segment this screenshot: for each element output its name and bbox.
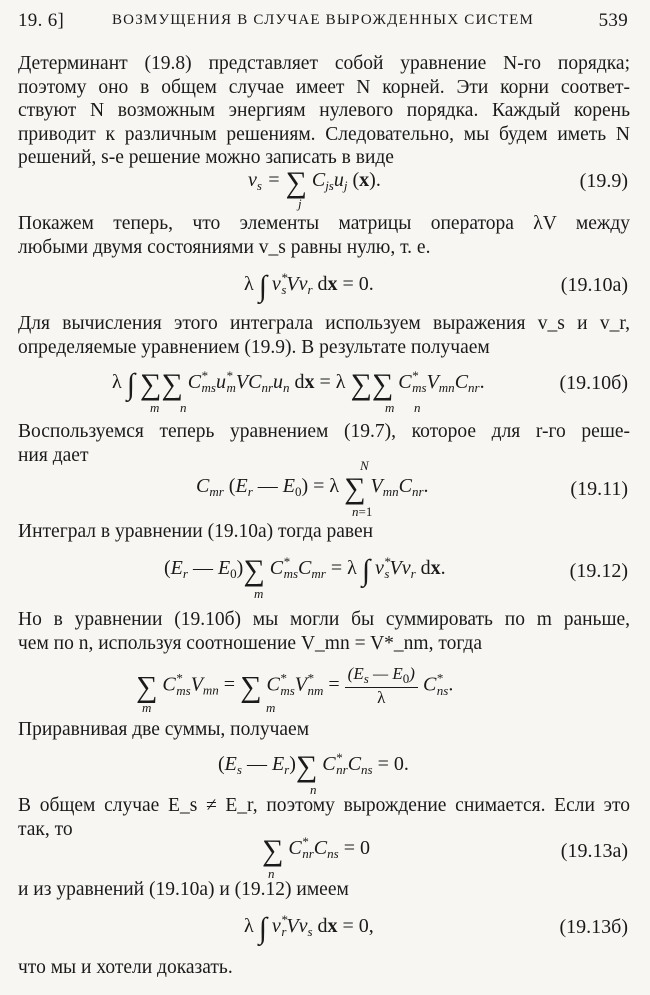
equation-body: ∑ $C^*_{nr}C_{ns} = 0$	[262, 834, 370, 867]
equation-unnumbered-2: ($E_s$ — $E_r)\sum$ $C^*_{nr}C_{ns} = 0$. n	[218, 750, 409, 797]
section-number: 19. 6]	[18, 10, 65, 31]
equation-label: (19.11)	[570, 478, 628, 500]
text-line: Интеграл в уравнении (19.10а) тогда равен	[18, 521, 374, 542]
equation-body: λ ∫ $v^*_rVv_s$ dx = 0,	[244, 912, 374, 945]
equation-19-10a	[0, 266, 650, 306]
equation-label: (19.13а)	[560, 840, 628, 862]
paragraph-3	[18, 312, 630, 359]
equation-body: ∑ $C^*_{ms}V_{mn}$ = ∑ $C^*_{ms}V^*_{nm}$ = $\frac{(E_s — E_0)}{\lambda}$ $C^*_{ns}$.	[136, 664, 454, 707]
text-line: решений, s-е решение можно записать в виде	[18, 147, 394, 168]
text-line: Детерминант (19.8) представляет собой уравнение N-го порядка;	[18, 53, 630, 74]
equation-label: (19.9)	[579, 170, 628, 192]
equation-19-10b: λ ∫ ∑∑ $C^*_{ms}u^*_mVC_{nr}u_n$ dx = λ ∑∑ $C^*_{ms}V_{mn}C_{nr}$. m n m n (19.10б)	[112, 368, 628, 415]
equation-19-11: N $C_{mr}$ ($E_r$ — $E_0) = \lambda$ ∑ $V_{mn}C_{nr}$. n=1 (19.11)	[196, 458, 628, 519]
equation-unnumbered-1: ∑ $C^*_{ms}V_{mn}$ = ∑ $C^*_{ms}V^*_{nm}$ = $\frac{(E_s — E_0)}{\lambda}$ $C^*_{ns}$. m m	[136, 664, 454, 715]
paragraph-2	[18, 212, 630, 259]
text-line: и из уравнений (19.10а) и (19.12) имеем	[18, 879, 349, 900]
paragraph-10	[18, 956, 630, 980]
paragraph-1	[18, 52, 630, 170]
equation-body: λ ∫ $v^*_sVv_r$ dx = 0.	[244, 270, 374, 303]
text-line: ствуют N возможным энергиям нулевого порядка. Каждый корень	[18, 100, 630, 121]
equation-19-13a: ∑ $C^*_{nr}C_{ns} = 0$ n (19.13а)	[262, 834, 628, 881]
equation-19-13b	[0, 908, 650, 948]
equation-label: (19.12)	[569, 560, 628, 582]
equation-body: ($E_s$ — $E_r)\sum$ $C^*_{nr}C_{ns} = 0$.	[218, 750, 409, 783]
paragraph-9	[18, 878, 630, 902]
page-number: 539	[598, 10, 628, 31]
text-line: любыми двумя состояниями v_s равны нулю, т. е.	[18, 236, 431, 258]
paragraph-5	[18, 520, 630, 544]
equation-label: (19.13б)	[559, 916, 628, 938]
equation-body: λ ∫ ∑∑ $C^*_{ms}u^*_mVC_{nr}u_n$ dx = λ ∑∑ $C^*_{ms}V_{mn}C_{nr}$.	[112, 368, 485, 401]
text-line: ния дает	[18, 444, 89, 466]
text-line: В общем случае E_s ≠ E_r, поэтому вырождение снимается. Если это	[18, 795, 630, 816]
text-line: Воспользуемся теперь уравнением (19.7), которое для r-го реше-	[18, 421, 630, 442]
text-line: поэтому оно в общем случае имеет N корней. Эти корни соответ-	[18, 76, 630, 98]
equation-19-9: $v_s$ = ∑ $C_{js}u_j$ (x). j (19.9)	[248, 166, 628, 211]
equation-body: ($E_r$ — $E_0)\sum$ $C^*_{ms}C_{mr} = \lambda$ ∫ $v^*_sVv_r$ dx.	[164, 554, 446, 587]
text-line: чем по n, используя соотношение V_mn = V*_nm, тогда	[18, 632, 482, 654]
text-line: приводит к различным решениям. Следовательно, мы будем иметь N	[18, 123, 630, 145]
text-line: Но в уравнении (19.10б) мы могли бы суммировать по m раньше,	[18, 609, 630, 630]
equation-label: (19.10а)	[560, 274, 628, 296]
paragraph-7	[18, 718, 630, 742]
text-line: Для вычисления этого интеграла используем выражения v_s и v_r,	[18, 313, 630, 334]
equation-label: (19.10б)	[559, 372, 628, 394]
equation-body: $v_s$ = ∑ $C_{js}u_j$ (x).	[248, 166, 381, 199]
paragraph-6	[18, 608, 630, 655]
text-line: что мы и хотели доказать.	[18, 957, 233, 978]
text-line: определяемые уравнением (19.9). В результате получаем	[18, 336, 490, 358]
paragraph-4	[18, 420, 630, 467]
equation-body: $C_{mr}$ ($E_r$ — $E_0) = \lambda$ ∑ $V_{mn}C_{nr}$.	[196, 472, 429, 505]
text-line: Приравнивая две суммы, получаем	[18, 719, 310, 740]
text-line: Покажем теперь, что элементы матрицы оператора λV между	[18, 213, 630, 234]
text-line: так, то	[18, 818, 73, 840]
equation-19-12: ($E_r$ — $E_0)\sum$ $C^*_{ms}C_{mr} = \lambda$ ∫ $v^*_sVv_r$ dx. m (19.12)	[164, 554, 628, 601]
running-header	[18, 8, 628, 36]
chapter-title: ВОЗМУЩЕНИЯ В СЛУЧАЕ ВЫРОЖДЕННЫХ СИСТЕМ	[111, 12, 535, 28]
